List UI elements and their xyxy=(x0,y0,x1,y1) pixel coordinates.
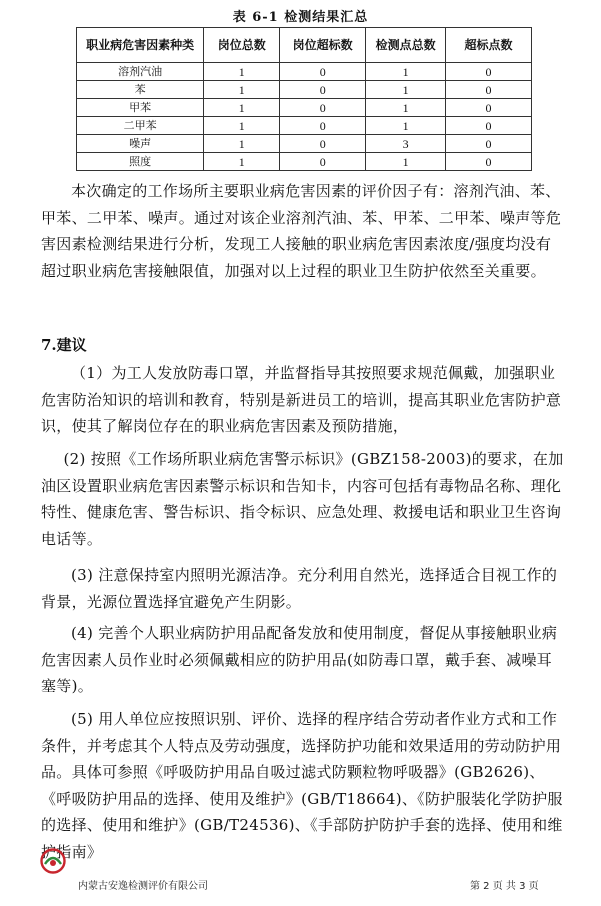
col-header-post-total: 岗位总数 xyxy=(204,28,280,63)
cell-value: 0 xyxy=(446,117,532,135)
col-header-point-total: 检测点总数 xyxy=(366,28,446,63)
section-heading: 7.建议 xyxy=(41,336,87,354)
cell-value: 1 xyxy=(366,81,446,99)
cell-value: 3 xyxy=(366,135,446,153)
cell-factor: 溶剂汽油 xyxy=(77,63,204,81)
suggestion-5: (5) 用人单位应按照识别、评价、选择的程序结合劳动者作业方式和工作条件，并考虑其个人特点及劳动强度，选择防护功能和效果适用的劳动防护用品。具体可参照《呼吸防护用品自吸过滤式防颗粒物呼吸器》(GB2626)、《呼吸防护用品的选择、使用及维护》(GB/T18664)、《防护服装化学防护服的选择、使用和维护》(GB/T24536)、《手部防护防护手套的选择、使用和维护指南》 xyxy=(41,710,563,861)
table-row xyxy=(77,117,532,135)
cell-value: 1 xyxy=(204,63,280,81)
summary-paragraph: 本次确定的工作场所主要职业病危害因素的评价因子有：溶剂汽油、苯、甲苯、二甲苯、噪声。通过对该企业溶剂汽油、苯、甲苯、二甲苯、噪声等危害因素检测结果进行分析，发现工人接触的职业病危害因素浓度/强度均没有超过职业病危害接触限值，加强对以上过程的职业卫生防护依然至关重要。 xyxy=(41,182,562,280)
col-header-point-exceed: 超标点数 xyxy=(446,28,532,63)
col-header-factor: 职业病危害因素种类 xyxy=(77,28,204,63)
cell-value: 1 xyxy=(204,135,280,153)
footer-company: 内蒙古安逸检测评价有限公司 xyxy=(78,881,208,892)
cell-value: 0 xyxy=(280,81,366,99)
cell-value: 1 xyxy=(204,117,280,135)
cell-value: 1 xyxy=(366,117,446,135)
suggestion-4: (4) 完善个人职业病防护用品配备发放和使用制度，督促从事接触职业病危害因素人员作业时必须佩戴相应的防护用品(如防毒口罩，戴手套、减噪耳塞等)。 xyxy=(41,624,558,695)
cell-value: 0 xyxy=(446,81,532,99)
cell-value: 1 xyxy=(204,81,280,99)
cell-value: 0 xyxy=(446,153,532,171)
cell-value: 1 xyxy=(204,153,280,171)
cell-value: 0 xyxy=(446,99,532,117)
cell-factor: 苯 xyxy=(77,81,204,99)
cell-value: 0 xyxy=(280,135,366,153)
cell-factor: 二甲苯 xyxy=(77,117,204,135)
cell-value: 1 xyxy=(204,99,280,117)
cell-value: 0 xyxy=(446,135,532,153)
suggestion-1: （1）为工人发放防毒口罩，并监督指导其按照要求规范佩戴，加强职业危害防治知识的培训和教育，特别是新进员工的培训，提高其职业危害防护意识，使其了解岗位存在的职业病危害因素及预防措施， xyxy=(41,364,562,435)
cell-value: 0 xyxy=(280,99,366,117)
cell-value: 1 xyxy=(366,99,446,117)
cell-factor: 噪声 xyxy=(77,135,204,153)
table-row xyxy=(77,153,532,171)
footer-page-number: 第 2 页 共 3 页 xyxy=(470,881,539,892)
results-table xyxy=(76,27,532,171)
cell-value: 0 xyxy=(280,63,366,81)
cell-value: 0 xyxy=(446,63,532,81)
cell-value: 0 xyxy=(280,153,366,171)
cell-value: 1 xyxy=(366,153,446,171)
table-header-row xyxy=(77,28,532,63)
table-row xyxy=(77,99,532,117)
company-logo-icon xyxy=(40,848,66,874)
suggestion-3: (3) 注意保持室内照明光源洁净。充分利用自然光，选择适合目视工作的背景，光源位置选择宜避免产生阴影。 xyxy=(41,566,558,611)
cell-value: 1 xyxy=(366,63,446,81)
table-row xyxy=(77,63,532,81)
cell-value: 0 xyxy=(280,117,366,135)
table-row xyxy=(77,81,532,99)
cell-factor: 照度 xyxy=(77,153,204,171)
suggestion-2: (2) 按照《工作场所职业病危害警示标识》(GBZ158-2003)的要求，在加油区设置职业病危害因素警示标识和告知卡，内容可包括有毒物品名称、理化特性、健康危害、警告标识、指令标识、应急处理、救援电话和职业卫生咨询电话等。 xyxy=(41,450,564,548)
col-header-post-exceed: 岗位超标数 xyxy=(280,28,366,63)
table-caption: 表 6-1 检测结果汇总 xyxy=(232,10,369,25)
cell-factor: 甲苯 xyxy=(77,99,204,117)
table-row xyxy=(77,135,532,153)
